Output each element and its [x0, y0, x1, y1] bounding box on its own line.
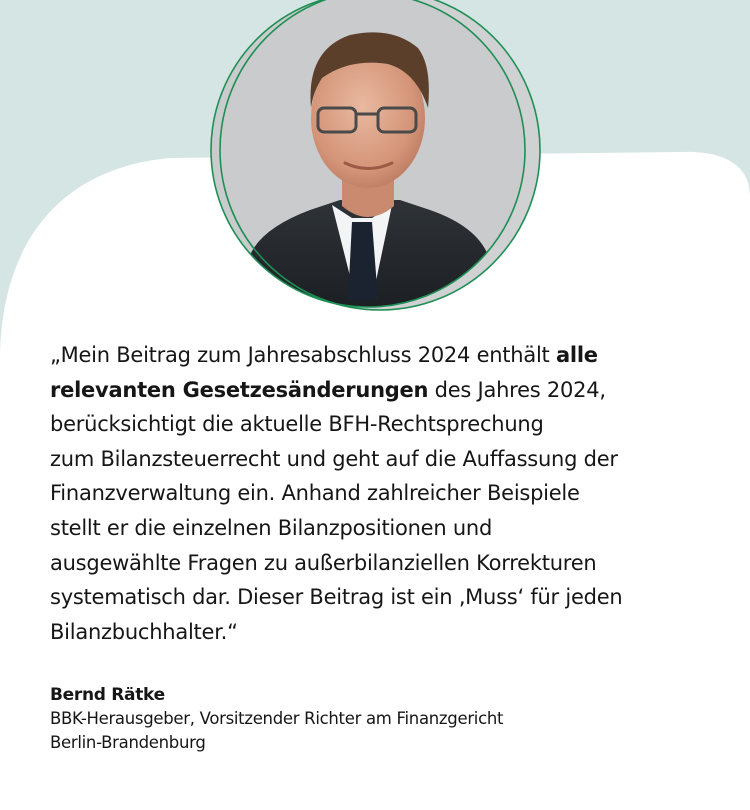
quote-emphasis: alle	[555, 343, 598, 367]
quote-line: berücksichtigt die aktuelle BFH-Rechtsprechung	[50, 412, 544, 437]
quote-line: „Mein Beitrag zum Jahresabschluss 2024 enthält alle	[50, 343, 598, 367]
quote-line: zum Bilanzsteuerrecht und geht auf die Auffassung der	[50, 446, 618, 471]
author-role: Berlin-Brandenburg	[50, 733, 206, 752]
quote-line: systematisch dar. Dieser Beitrag ist ein ‚Muss‘ für jeden	[50, 585, 623, 610]
quote-line: Finanzverwaltung ein. Anhand zahlreicher Beispiele	[50, 481, 580, 506]
quote-line: ausgewählte Fragen zu außerbilanziellen Korrekturen	[50, 550, 597, 575]
quote-line: Bilanzbuchhalter.“	[50, 619, 238, 644]
quote-line: relevanten Gesetzesänderungen des Jahres 2024,	[50, 377, 606, 402]
portrait-photo	[200, 0, 550, 320]
testimonial-quote	[50, 338, 730, 649]
author-role: BBK-Herausgeber, Vorsitzender Richter am Finanzgericht	[50, 709, 504, 728]
quote-emphasis: relevanten Gesetzesänderungen	[50, 377, 429, 402]
quote-line: stellt er die einzelnen Bilanzpositionen und	[50, 515, 493, 540]
author-name: Bernd Rätke	[50, 685, 165, 705]
author-attribution	[50, 683, 730, 755]
